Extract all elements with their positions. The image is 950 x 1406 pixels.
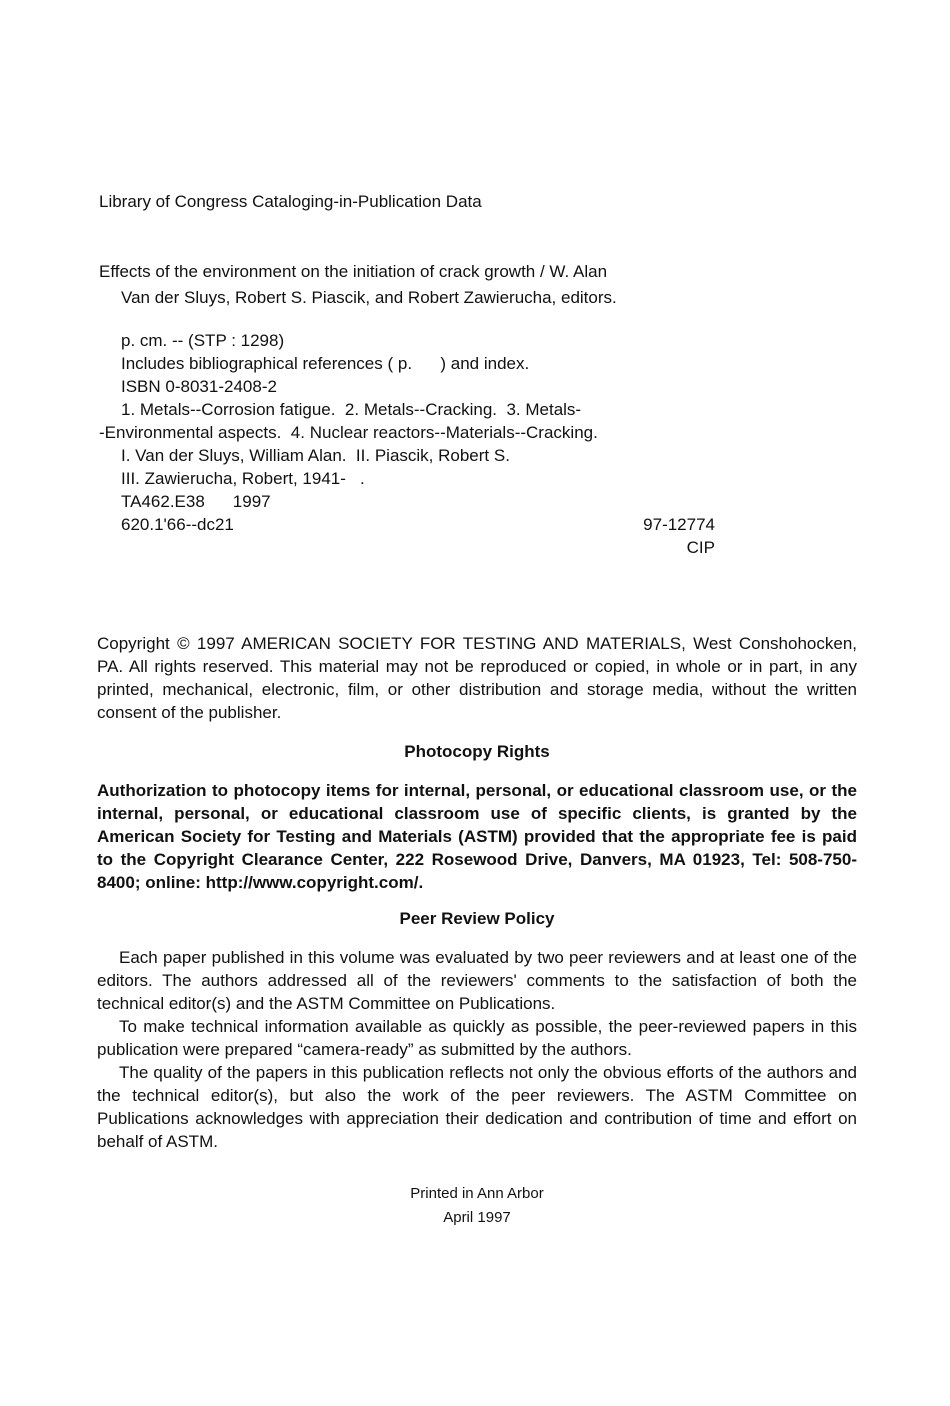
cip-header: Library of Congress Cataloging-in-Publication Data: [99, 192, 482, 211]
cip-added-entry-2: III. Zawierucha, Robert, 1941- .: [121, 469, 365, 488]
peer-review-paragraph: The quality of the papers in this publication reflects not only the obvious efforts of the authors and the technical editor(s), but also the work of the peer reviewers. The ASTM Committee on Publications acknowledges with appreciation their dedication and contribution of time and effort on behalf of ASTM.: [97, 1063, 857, 1151]
cip-bibliography-line: Includes bibliographical references ( p. ) and index.: [121, 354, 530, 373]
copyright-notice: Copyright © 1997 AMERICAN SOCIETY FOR TESTING AND MATERIALS, West Conshohocken, PA. All rights reserved. This material may not be reproduced or copied, in whole or in part, in any printed, mechanical, electronic, film, or other distribution and storage media, without the written consent of the publisher.: [97, 634, 857, 722]
cip-subject-line-1: 1. Metals--Corrosion fatigue. 2. Metals--Cracking. 3. Metals-: [121, 400, 582, 419]
peer-review-heading: Peer Review Policy: [399, 909, 555, 928]
cip-label: CIP: [686, 538, 715, 557]
peer-review-paragraph: Each paper published in this volume was evaluated by two peer reviewers and at least one of the editors. The authors addressed all of the reviewers' comments to the satisfaction of both the technical editor(s) and the ASTM Committee on Publications.: [97, 948, 857, 1013]
cip-class-line: [121, 492, 271, 512]
printed-date: April 1997: [443, 1209, 511, 1226]
peer-review-paragraph: To make technical information available as quickly as possible, the peer-reviewed papers in this publication were prepared “camera-ready” as submitted by the authors.: [97, 1017, 857, 1059]
cip-class-number: TA462.E38: [121, 492, 205, 511]
cip-series-line: p. cm. -- (STP : 1298): [121, 331, 285, 350]
cip-title-line-2: Van der Sluys, Robert S. Piascik, and Robert Zawierucha, editors.: [121, 288, 617, 307]
printed-location: Printed in Ann Arbor: [410, 1185, 544, 1202]
cip-added-entry-1: I. Van der Sluys, William Alan. II. Piascik, Robert S.: [121, 446, 510, 465]
cip-year: 1997: [232, 492, 271, 511]
cip-lccn: 97-12774: [643, 515, 715, 534]
photocopy-rights-heading: Photocopy Rights: [404, 742, 550, 761]
photocopy-rights-body: Authorization to photocopy items for internal, personal, or educational classroom use, or the internal, personal, or educational classroom use of specific clients, is granted by the American Society for Testing and Materials (ASTM) provided that the appropriate fee is paid to the Copyright Clearance Center, 222 Rosewood Drive, Danvers, MA 01923, Tel: 508-750-8400; online: http://www.copyright.com/.: [97, 781, 857, 892]
cip-title-line-1: Effects of the environment on the initiation of crack growth / W. Alan: [99, 262, 608, 281]
cip-isbn-line: ISBN 0-8031-2408-2: [121, 377, 277, 396]
cip-subject-line-2: -Environmental aspects. 4. Nuclear reactors--Materials--Cracking.: [99, 423, 598, 442]
printing-info: [97, 1182, 857, 1230]
cip-dewey: 620.1'66--dc21: [121, 515, 234, 534]
peer-review-body: [97, 946, 857, 1153]
